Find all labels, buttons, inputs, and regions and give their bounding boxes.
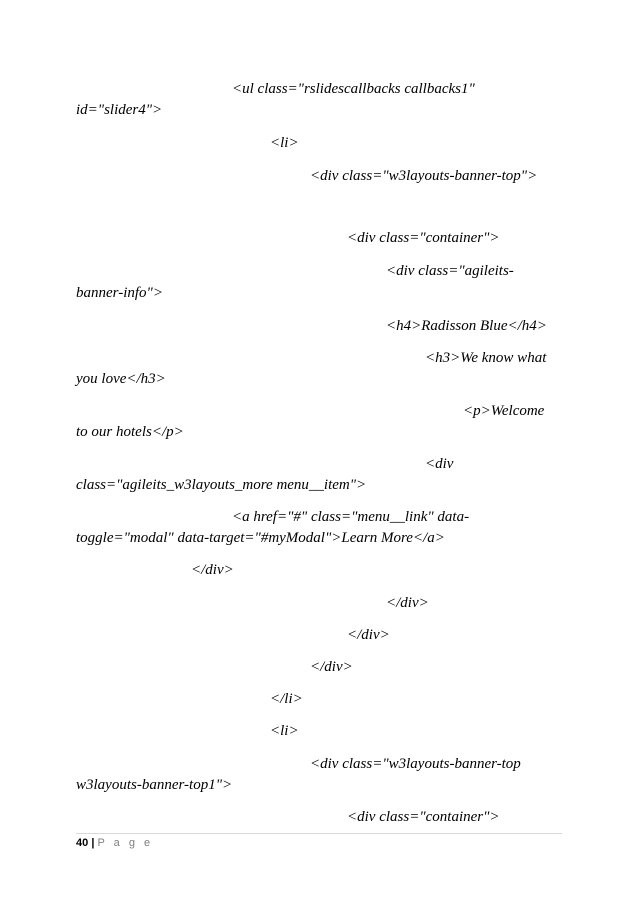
code-line: <div class="w3layouts-banner-top"> <box>310 168 538 184</box>
code-line: <ul class="rslidescallbacks callbacks1" <box>232 81 475 97</box>
code-line: </div> <box>191 562 234 578</box>
code-line: you love</h3> <box>76 371 166 387</box>
code-line: <li> <box>270 135 299 151</box>
code-line: <p>Welcome <box>463 403 545 419</box>
page-number: 40 <box>76 837 89 849</box>
code-line: <li> <box>270 723 299 739</box>
code-line: <div class="container"> <box>347 809 500 825</box>
code-line: <a href="#" class="menu__link" data- <box>232 509 470 525</box>
page-word: P a g e <box>97 837 154 849</box>
footer-divider <box>76 833 562 834</box>
code-line: w3layouts-banner-top1"> <box>76 777 233 793</box>
code-line: class="agileits_w3layouts_more menu__item"> <box>76 477 367 493</box>
code-line: toggle="modal" data-target="#myModal">Learn More</a> <box>76 530 445 546</box>
code-line: <div <box>425 456 454 472</box>
code-line: <h3>We know what <box>425 350 547 366</box>
code-line: </li> <box>270 691 303 707</box>
code-line: <h4>Radisson Blue</h4> <box>386 318 547 334</box>
code-line: <div class="container"> <box>347 230 500 246</box>
page-footer <box>76 836 153 850</box>
footer-separator: | <box>91 837 95 849</box>
code-line: </div> <box>347 627 390 643</box>
code-line: </div> <box>386 595 429 611</box>
code-line: <div class="agileits- <box>386 263 514 279</box>
code-line: </div> <box>310 659 353 675</box>
code-line: id="slider4"> <box>76 102 163 118</box>
code-line: <div class="w3layouts-banner-top <box>310 756 521 772</box>
code-line: banner-info"> <box>76 285 163 301</box>
code-line: to our hotels</p> <box>76 424 184 440</box>
